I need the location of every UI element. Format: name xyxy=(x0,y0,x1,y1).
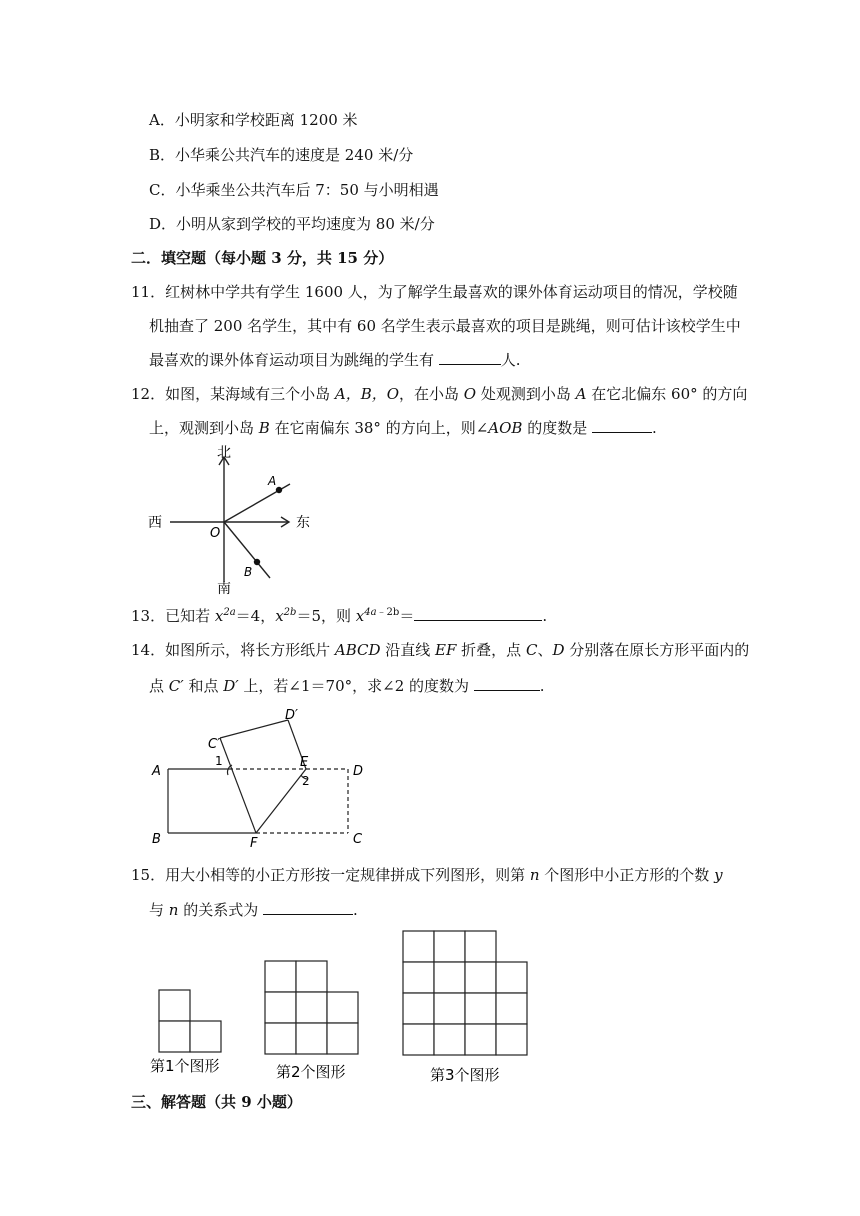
fig1-square xyxy=(159,1021,190,1052)
label-e: E xyxy=(300,755,309,770)
label-north: 北 xyxy=(217,445,231,461)
point-a xyxy=(276,487,282,493)
q14-text-a: 14．如图所示，将长方形纸片 xyxy=(131,641,335,659)
q12-line1 xyxy=(131,384,747,404)
label-west: 西 xyxy=(148,515,162,531)
q12-b: B xyxy=(258,419,270,437)
label-b: B xyxy=(244,565,253,579)
q13-eq3: ＝ xyxy=(399,607,415,625)
fig3-square xyxy=(465,1024,496,1055)
q13-end: . xyxy=(542,607,548,625)
q13-exp3b: ﹣2b xyxy=(376,607,400,618)
q15-answer-blank[interactable] xyxy=(263,900,353,915)
caption-figure-3: 第3个图形 xyxy=(430,1066,500,1084)
q12-text-d: 在它北偏东 60° 的方向 xyxy=(586,385,748,403)
q14-abcd: ABCD xyxy=(334,641,381,659)
q14-d: D xyxy=(552,641,565,659)
label-a: A xyxy=(268,474,277,488)
fig2-square xyxy=(265,992,296,1023)
fig3-square xyxy=(434,1024,465,1055)
option-b: B．小华乘公共汽车的速度是 240 米/分 xyxy=(149,146,414,164)
fig2-square xyxy=(327,1023,358,1054)
q15-text-d: 的关系式为 xyxy=(178,901,263,919)
q11-text: 最喜欢的课外体育运动项目为跳绳的学生有 xyxy=(149,351,439,369)
q12-a: A xyxy=(575,385,587,403)
section-3-heading: 三、解答题（共 9 小题） xyxy=(131,1093,302,1111)
q14-sep: 、 xyxy=(537,641,553,659)
q14-text-g: 上，若∠1＝70°，求∠2 的度数为 xyxy=(238,677,474,695)
caption-figure-1: 第1个图形 xyxy=(150,1057,220,1075)
q14-text-b: 沿直线 xyxy=(380,641,436,659)
fig2-square xyxy=(265,1023,296,1054)
q14-text-f: 和点 xyxy=(183,677,224,695)
label-o: O xyxy=(210,526,221,541)
label-angle-2: 2 xyxy=(302,774,310,788)
q14-cprime: C′ xyxy=(168,677,184,695)
q11-line3 xyxy=(149,350,521,370)
q13-eq2: ＝5，则 xyxy=(296,607,356,625)
label-b: B xyxy=(152,832,161,847)
q15-pattern-figure xyxy=(140,925,560,1090)
q14-c: C xyxy=(525,641,538,659)
fig2-square xyxy=(296,992,327,1023)
q12-end: . xyxy=(651,419,657,437)
q15-n2: n xyxy=(168,901,179,919)
q13-exp1: 2a xyxy=(223,607,236,618)
fig1-square xyxy=(159,990,190,1021)
q12-answer-blank[interactable] xyxy=(592,418,652,433)
label-south: 南 xyxy=(217,581,231,597)
q12-text-b: ，在小岛 xyxy=(399,385,464,403)
q12-text-g: 的度数是 xyxy=(522,419,592,437)
q15-n1: n xyxy=(529,866,540,884)
q14-answer-blank[interactable] xyxy=(474,676,540,691)
q14-text-d: 分别落在原长方形平面内的 xyxy=(564,641,750,659)
q12-aob: AOB xyxy=(488,419,523,437)
q13-eq1: ＝4， xyxy=(235,607,276,625)
q13-x1: x xyxy=(214,607,224,625)
fig3-square xyxy=(496,993,527,1024)
q11-answer-blank[interactable] xyxy=(439,350,501,365)
q13-answer-blank[interactable] xyxy=(414,606,542,621)
q12-o: O xyxy=(463,385,477,403)
q15-y: y xyxy=(714,866,723,884)
q12-text-a: 12．如图，某海域有三个小岛 xyxy=(131,385,335,403)
q11-unit: 人. xyxy=(500,351,521,369)
q14-text-e: 点 xyxy=(149,677,169,695)
label-f: F xyxy=(250,836,258,850)
q13-exp3: 4a xyxy=(364,607,377,618)
option-a: A．小明家和学校距离 1200 米 xyxy=(149,111,358,129)
label-c-prime: C′ xyxy=(208,737,221,752)
q14-end: . xyxy=(539,677,545,695)
fig3-square xyxy=(465,931,496,962)
fig3-square xyxy=(496,1024,527,1055)
q12-compass-figure xyxy=(140,440,340,600)
fig2-square xyxy=(265,961,296,992)
q14-line1 xyxy=(131,640,749,660)
q15-text-c: 与 xyxy=(149,901,169,919)
q11-line2: 机抽查了 200 名学生，其中有 60 名学生表示最喜欢的项目是跳绳，则可估计该校学生中 xyxy=(149,317,741,335)
fig3-square xyxy=(465,962,496,993)
fig2-square xyxy=(296,961,327,992)
label-east: 东 xyxy=(296,515,310,531)
option-c: C．小华乘坐公共汽车后 7：50 与小明相遇 xyxy=(149,181,439,199)
label-angle-1: 1 xyxy=(215,754,223,768)
fig3-square xyxy=(403,1024,434,1055)
fig3-square xyxy=(434,993,465,1024)
q13-x2: x xyxy=(275,607,284,625)
q14-fold-figure xyxy=(140,705,380,850)
q13-exp2: 2b xyxy=(283,607,297,618)
q12-text-f: 在它南偏东 38° 的方向上，则∠ xyxy=(269,419,489,437)
q14-ef: EF xyxy=(435,641,457,659)
label-d: D xyxy=(353,764,364,779)
fig2-square xyxy=(296,1023,327,1054)
q12-text-e: 上，观测到小岛 xyxy=(149,419,259,437)
q14-text-c: 折叠，点 xyxy=(456,641,526,659)
fig3-square xyxy=(434,962,465,993)
fig2-square xyxy=(327,992,358,1023)
point-b xyxy=(254,559,260,565)
fig3-square xyxy=(403,931,434,962)
q14-line2 xyxy=(149,676,545,696)
q15-line1 xyxy=(131,865,723,885)
fig3-square xyxy=(465,993,496,1024)
fig3-square xyxy=(496,962,527,993)
q15-text-b: 个图形中小正方形的个数 xyxy=(539,866,715,884)
q12-line2 xyxy=(149,418,657,438)
label-d-prime: D′ xyxy=(285,708,298,723)
fig3-square xyxy=(403,993,434,1024)
q12-islands: A，B，O xyxy=(334,385,400,403)
fig3-square xyxy=(403,962,434,993)
option-d: D．小明从家到学校的平均速度为 80 米/分 xyxy=(149,215,435,233)
q12-text-c: 处观测到小岛 xyxy=(476,385,576,403)
q13-line xyxy=(131,606,547,626)
q15-end: . xyxy=(353,901,358,919)
label-c: C xyxy=(353,832,363,847)
q13-text-a: 13．已知若 xyxy=(131,607,215,625)
caption-figure-2: 第2个图形 xyxy=(276,1063,346,1081)
fig3-square xyxy=(434,931,465,962)
q13-x3: x xyxy=(355,607,365,625)
q14-dprime: D′ xyxy=(223,677,239,695)
q11-line1: 11．红树林中学共有学生 1600 人，为了解学生最喜欢的课外体育运动项目的情况，学校随 xyxy=(131,283,738,301)
q15-text-a: 15．用大小相等的小正方形按一定规律拼成下列图形，则第 xyxy=(131,866,530,884)
fig1-square xyxy=(190,1021,221,1052)
q15-line2 xyxy=(149,900,358,920)
section-2-heading: 二．填空题（每小题 3 分，共 15 分） xyxy=(131,249,394,267)
label-a: A xyxy=(152,764,161,779)
